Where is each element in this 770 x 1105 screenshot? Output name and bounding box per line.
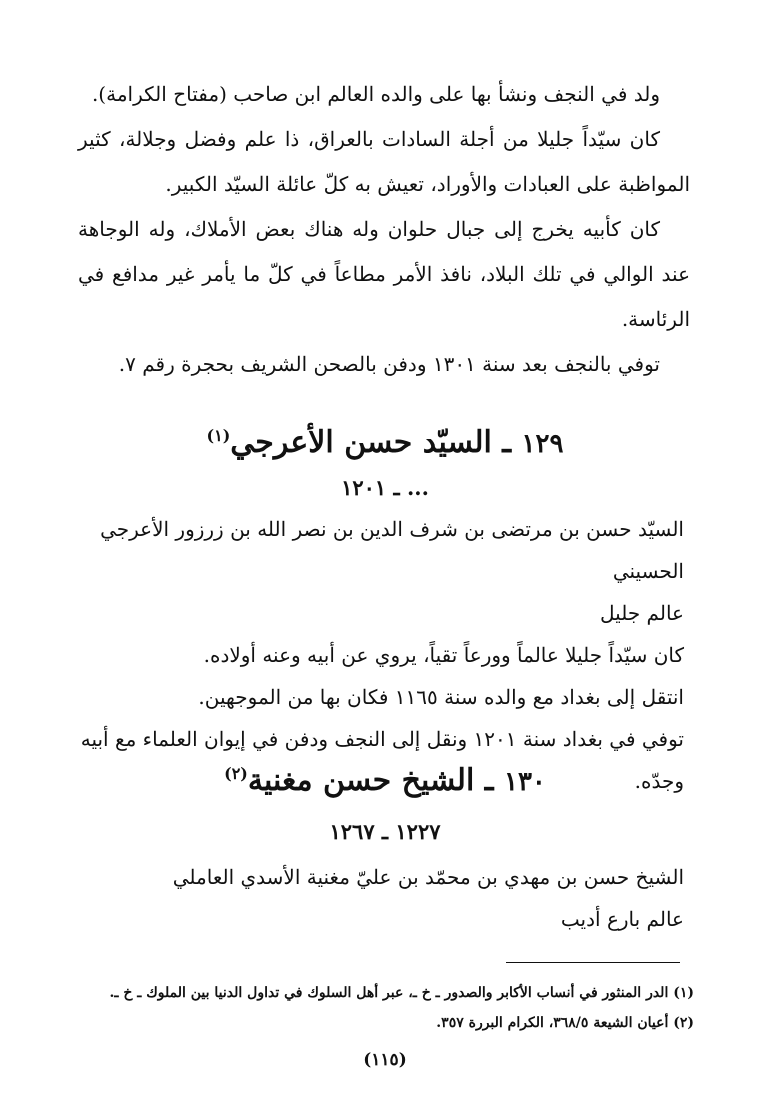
footnote-divider <box>506 962 680 963</box>
paragraph-travels: كان كأبيه يخرج إلى جبال حلوان وله هناك بعض الأملاك، وله الوجاهة عند الوالي في تلك البلاد، نافذ الأمر مطاعاً في كلّ ما يأمر غير مدافع في الرئاسة. <box>78 217 690 331</box>
entry-130-dates: ١٢٢٧ ـ ١٢٦٧ <box>329 819 441 844</box>
entry-line-lineage: الشيخ حسن بن مهدي بن محمّد بن عليّ مغنية الأسدي العاملي <box>172 865 684 889</box>
entry-separator: ـ <box>502 425 512 460</box>
entry-line-rank: عالم بارع أديب <box>560 907 684 931</box>
page-number: (١١٥) <box>363 1050 407 1070</box>
entry-line-lineage: السيّد حسن بن مرتضى بن شرف الدين بن نصر الله بن زرزور الأعرجي الحسيني <box>100 517 684 583</box>
footnote-2: (٢) أعيان الشيعة ٣٦٨/٥، الكرام البررة ٣٥٧. <box>436 1015 694 1031</box>
entry-129-dates: ... ـ ١٢٠١ <box>341 475 429 500</box>
entry-number: ١٣٠ <box>503 767 546 797</box>
footnote-ref: (١) <box>206 426 231 445</box>
entry-number: ١٢٩ <box>521 429 564 459</box>
footnote-1: (١) الدر المنثور في أنساب الأكابر والصدور ـ خ ـ، عبر أهل السلوك في تداول الدنيا بين الملوك ـ خ ـ. <box>109 985 694 1001</box>
entry-separator: ـ <box>484 763 494 798</box>
entry-130-body <box>78 856 684 940</box>
entry-title: الشيخ حسن مغنية <box>247 763 475 798</box>
entry-line-death: توفي في بغداد سنة ١٢٠١ ونقل إلى النجف ودفن في إيوان العلماء مع أبيه وجدّه. <box>80 727 684 793</box>
section-continuation <box>78 72 690 387</box>
entry-130-heading <box>0 752 770 804</box>
entry-line-move: انتقل إلى بغداد مع والده سنة ١١٦٥ فكان بها من الموجهين. <box>198 685 684 709</box>
paragraph-death: توفي بالنجف بعد سنة ١٣٠١ ودفن بالصحن الشريف بحجرة رقم ٧. <box>118 352 660 376</box>
footnote-ref: (٢) <box>224 764 248 783</box>
paragraph-description: كان سيّداً جليلا من أجلة السادات بالعراق، ذا علم وفضل وجلالة، كثير المواظبة على العبادات والأوراد، تعيش به كلّ عائلة السيّد الكبير. <box>78 127 690 196</box>
entry-line-character: كان سيّداً جليلا عالماً وورعاً تقياً، يروي عن أبيه وعنه أولاده. <box>203 643 684 667</box>
entry-line-rank: عالم جليل <box>600 601 684 625</box>
entry-title: السيّد حسن الأعرجي <box>230 425 492 460</box>
entry-129-heading <box>0 414 770 466</box>
footnotes <box>74 978 694 1038</box>
paragraph-birth: ولد في النجف ونشأ بها على والده العالم ابن صاحب (مفتاح الكرامة). <box>91 82 660 106</box>
